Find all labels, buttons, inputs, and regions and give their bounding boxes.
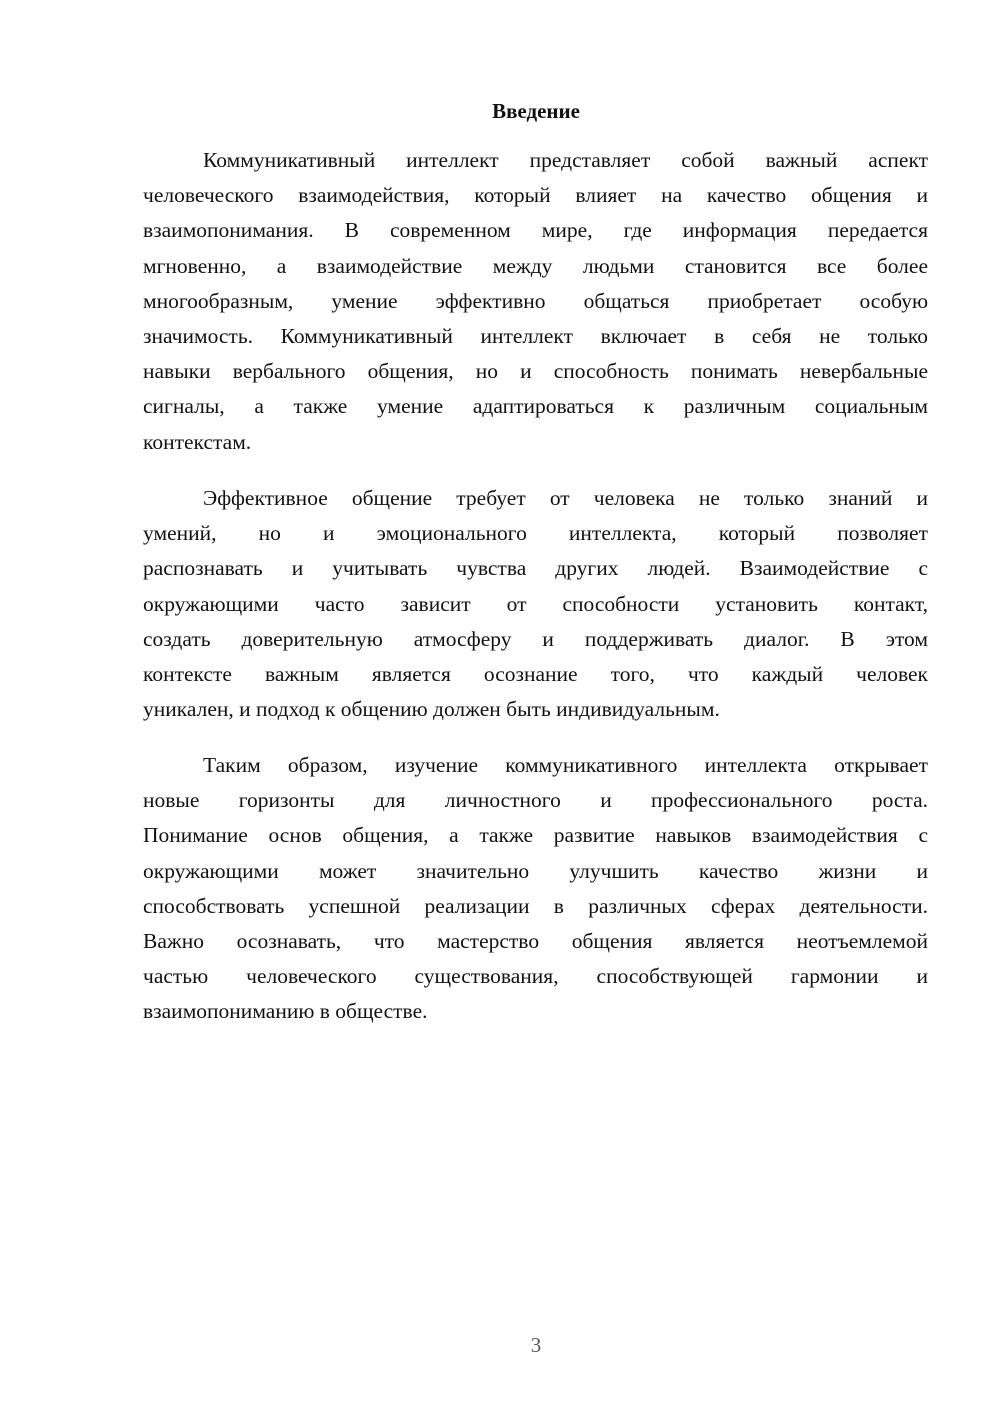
section-title: Введение xyxy=(492,99,580,123)
paragraph-line: сигналы, а также умение адаптироваться к различным социальным xyxy=(143,394,928,419)
paragraph-line: уникален, и подход к общению должен быть индивидуальным. xyxy=(143,697,720,722)
paragraph-line: многообразным, умение эффективно общаться приобретает особую xyxy=(143,288,928,313)
paragraph-line: контексте важным является осознание того, что каждый человек xyxy=(143,661,928,686)
paragraph-line: способствовать успешной реализации в различных сферах деятельности. xyxy=(143,893,928,918)
paragraph-line: новые горизонты для личностного и профессионального роста. xyxy=(143,788,928,813)
paragraph-line: частью человеческого существования, способствующей гармонии и xyxy=(143,964,928,989)
page-number: 3 xyxy=(530,1333,542,1357)
paragraph-line: окружающими часто зависит от способности установить контакт, xyxy=(143,591,928,616)
paragraph-line: Коммуникативный интеллект представляет собой важный аспект xyxy=(203,148,928,172)
paragraph-line: контекстам. xyxy=(143,429,252,454)
paragraph-line: создать доверительную атмосферу и поддерживать диалог. В этом xyxy=(143,626,928,651)
paragraph-1 xyxy=(143,143,928,460)
paragraph-line: человеческого взаимодействия, который влияет на качество общения и xyxy=(143,183,928,208)
paragraph-line: значимость. Коммуникативный интеллект включает в себя не только xyxy=(143,323,928,348)
paragraph-line: Таким образом, изучение коммуникативного интеллекта открывает xyxy=(203,753,928,777)
paragraph-line: окружающими может значительно улучшить качество жизни и xyxy=(143,858,928,883)
paragraph-line: взаимопониманию в обществе. xyxy=(143,999,428,1024)
paragraph-line: распознавать и учитывать чувства других людей. Взаимодействие с xyxy=(143,556,928,581)
paragraph-line: навыки вербального общения, но и способность понимать невербальные xyxy=(143,359,928,384)
paragraph-line: взаимопонимания. В современном мире, где информация передается xyxy=(143,218,928,243)
paragraph-line: умений, но и эмоционального интеллекта, который позволяет xyxy=(143,521,928,546)
paragraph-3 xyxy=(143,748,928,1030)
paragraph-line: мгновенно, а взаимодействие между людьми становится все более xyxy=(143,253,928,278)
paragraph-line: Важно осознавать, что мастерство общения является неотъемлемой xyxy=(143,928,928,953)
paragraph-line: Понимание основ общения, а также развитие навыков взаимодействия с xyxy=(143,823,928,848)
paragraph-line: Эффективное общение требует от человека не только знаний и xyxy=(203,486,928,510)
paragraph-2 xyxy=(143,481,928,727)
